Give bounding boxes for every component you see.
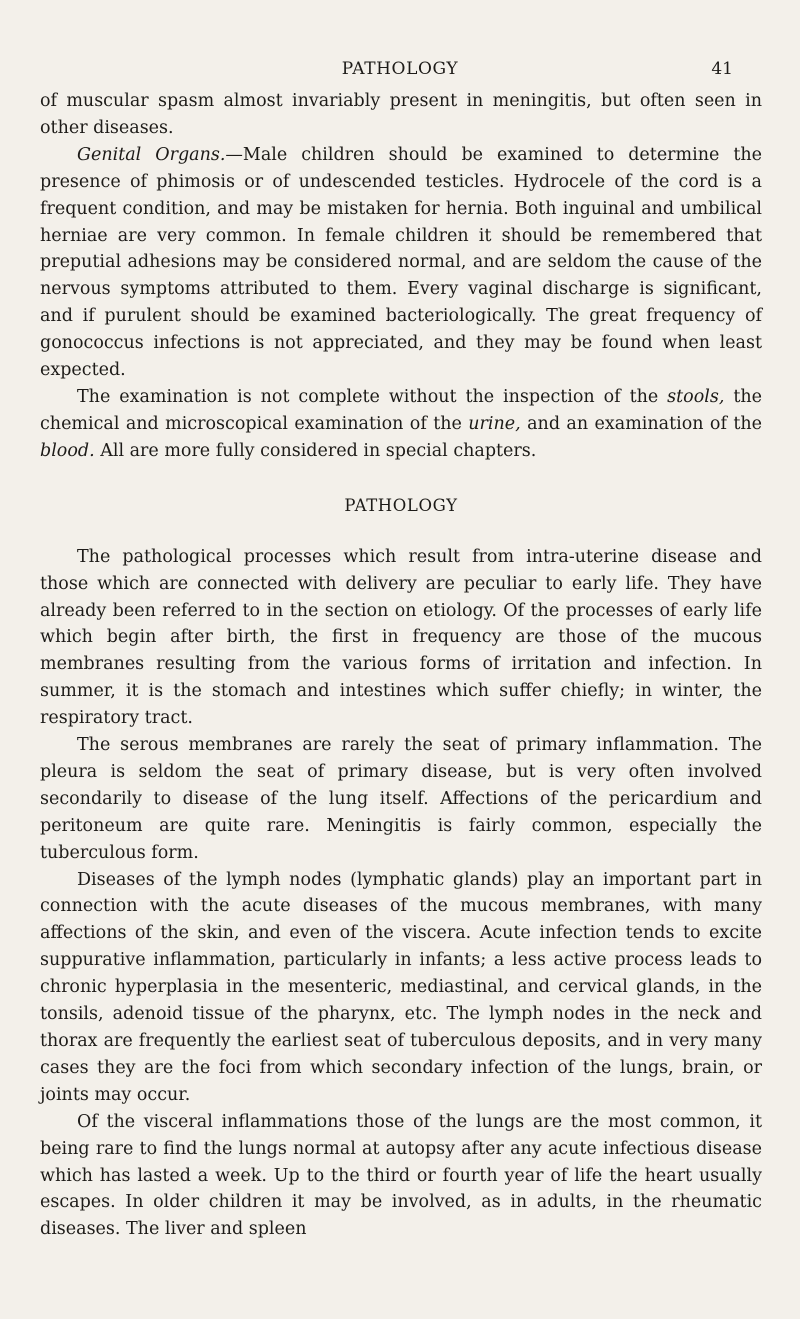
paragraph-text: The examination is not complete without the inspection of the: [77, 386, 668, 407]
paragraph-text: of muscular spasm almost invariably present in meningitis, but often seen in other diseases.: [40, 91, 762, 138]
paragraph-continuation: [40, 88, 762, 142]
body-text: [40, 88, 762, 1243]
paragraph-pathological-processes: [40, 544, 762, 732]
term-stools: stools,: [667, 386, 725, 407]
paragraph-text: Of the visceral inflammations those of the lungs are the most common, it being rare to find the lungs normal at autopsy after any acute infectious disease which has lasted a week. Up to the third or fourth year of life the heart usually escapes. In older children it may be involved, as in adults, in the rheumatic diseases. The liver and spleen: [40, 1111, 762, 1240]
paragraph-text: All are more fully considered in special chapters.: [94, 440, 537, 461]
paragraph-text: and an examination of the: [520, 413, 762, 434]
run-in-heading: Genital Organs.: [77, 144, 226, 165]
section-heading: PATHOLOGY: [344, 495, 458, 515]
term-blood: blood.: [40, 440, 95, 461]
running-title: PATHOLOGY: [341, 59, 459, 79]
paragraph-genital-organs: [40, 142, 762, 384]
paragraph-text: Diseases of the lymph nodes (lymphatic glands) play an important part in connection with the acute diseases of the mucous membranes, with many affections of the skin, and even of the viscera. Acute infection tends to excite suppurative inflammation, particularly in infants; a less active process leads to chronic hyperplasia in the mesenteric, mediastinal, and cervical glands, in the tonsils, adenoid tissue of the pharynx, etc. The lymph nodes in the neck and thorax are frequently the earliest seat of tuberculous deposits, and in very many cases they are the foci from which secondary infection of the lungs, brain, or joints may occur.: [40, 869, 762, 1105]
paragraph-visceral-inflammations: [40, 1109, 762, 1244]
paragraph-serous-membranes: [40, 732, 762, 867]
paragraph-text: —Male children should be examined to determine the presence of phimosis or of undescended testicles. Hydrocele of the cord is a frequent condition, and may be mistaken for hernia. Both inguinal and umbilical herniae are very common. In female children it should be remembered that preputial adhesions may be considered normal, and are seldom the cause of the nervous symptoms attributed to them. Every vaginal discharge is significant, and if purulent should be examined bacteriologically. The great frequency of gonococcus infections is not appreciated, and they may be found when least expected.: [40, 144, 762, 381]
paragraph-text: The pathological processes which result from intra-uterine disease and those which are connected with delivery are peculiar to early life. They have already been referred to in the section on etiology. Of the processes of early life which begin after birth, the first in frequency are those of the mucous membranes resulting from the various forms of irritation and infection. In summer, it is the stomach and intestines which suffer chiefly; in winter, the respiratory tract.: [40, 546, 762, 729]
running-head: [0, 58, 800, 80]
term-urine: urine,: [468, 413, 521, 434]
paragraph-lymph-nodes: [40, 867, 762, 1109]
paragraph-text: The serous membranes are rarely the seat of primary inflammation. The pleura is seldom the seat of primary disease, but is very often involved secondarily to disease of the lung itself. Affections of the pericardium and peritoneum are quite rare. Meningitis is fairly common, especially the tuberculous form.: [40, 735, 762, 863]
page-number: 41: [711, 59, 733, 79]
paragraph-text: the chemical and microscopical examination of the: [40, 386, 762, 434]
paragraph-examination: [40, 384, 762, 465]
